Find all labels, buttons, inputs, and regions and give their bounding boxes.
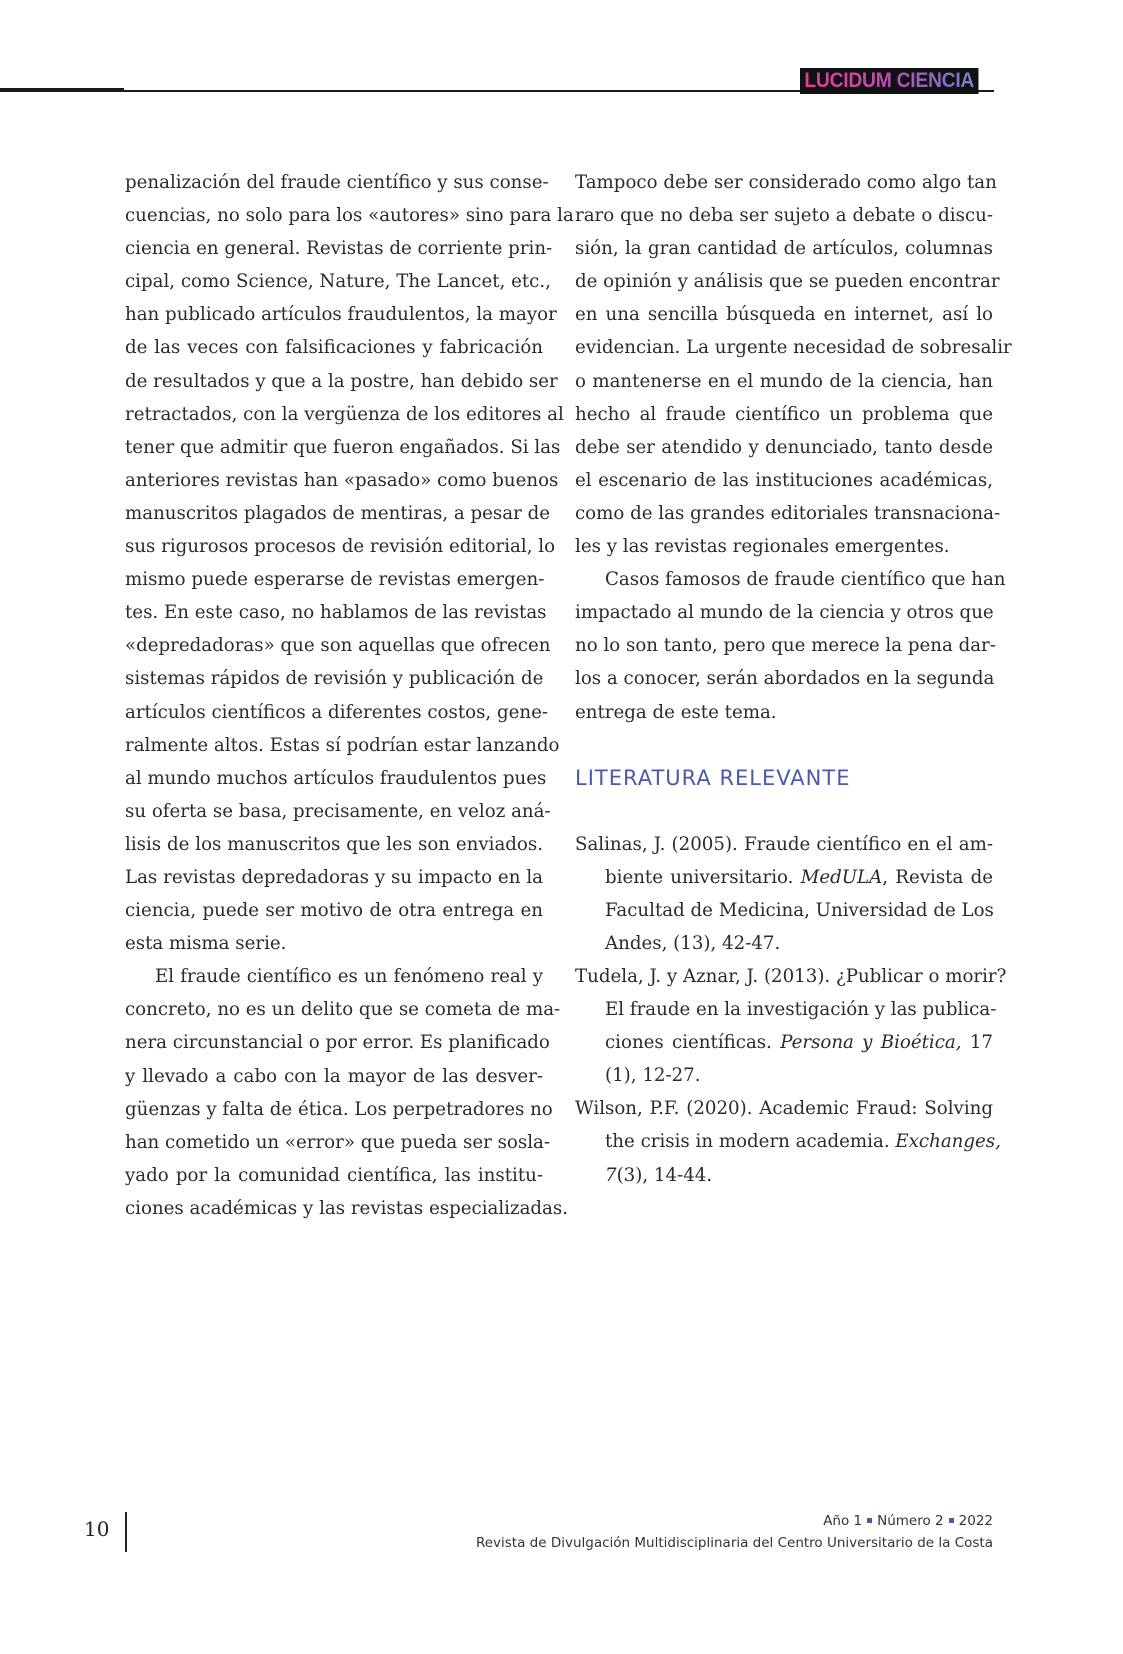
text-line: concreto, no es un delito que se cometa de ma- bbox=[125, 999, 561, 1021]
text-line: cuencias, no solo para los «autores» sino para la bbox=[125, 205, 574, 227]
text-line: El fraude científico es un fenómeno real y bbox=[155, 966, 543, 988]
reference-wilson bbox=[575, 1092, 1001, 1191]
reference-salinas bbox=[575, 828, 993, 960]
text-line: impactado al mundo de la ciencia y otros que bbox=[575, 602, 994, 624]
text-line: les y las revistas regionales emergentes. bbox=[575, 536, 950, 558]
text-line: manuscritos plagados de mentiras, a pesar de bbox=[125, 502, 550, 524]
issue-label: Número 2 bbox=[877, 1513, 944, 1529]
reference-line: Tudela, J. y Aznar, J. (2013). ¿Publicar o morir? bbox=[575, 965, 1007, 987]
text-line: han publicado artículos fraudulentos, la mayor bbox=[125, 304, 557, 326]
journal-name: Revista de Divulgación Multidisciplinaria del Centro Universitario de la Costa bbox=[475, 1535, 993, 1551]
text-line: «depredadoras» que son aquellas que ofrecen bbox=[125, 635, 551, 657]
text-line: sistemas rápidos de revisión y publicación de bbox=[125, 668, 544, 690]
text-line: ciencia, puede ser motivo de otra entrega en bbox=[125, 900, 543, 922]
text-line: debe ser atendido y denunciado, tanto desde bbox=[575, 436, 993, 458]
text-line: ralmente altos. Estas sí podrían estar lanzando bbox=[125, 734, 560, 756]
text-line: nera circunstancial o por error. Es planificado bbox=[125, 1032, 550, 1054]
text-line: cipal, como Science, Nature, The Lancet, etc., bbox=[125, 271, 551, 293]
text-line: los a conocer, serán abordados en la segunda bbox=[575, 668, 995, 690]
text-line: como de las grandes editoriales transnaciona- bbox=[575, 502, 1001, 524]
text-line: han cometido un «error» que pueda ser sosla- bbox=[125, 1131, 551, 1153]
journal-title: Persona y Bioética, bbox=[780, 1032, 962, 1054]
text-line: penalización del fraude científico y sus conse- bbox=[125, 172, 549, 193]
paragraph-4 bbox=[575, 563, 1006, 728]
reference-line: Andes, (13), 42-47. bbox=[605, 932, 781, 954]
reference-line: (1), 12-27. bbox=[605, 1065, 701, 1087]
text-line: retractados, con la vergüenza de los editores al bbox=[125, 403, 564, 425]
text-line: su oferta se basa, precisamente, en veloz aná- bbox=[125, 800, 551, 822]
journal-brand-banner bbox=[800, 68, 978, 94]
reference-line: the crisis in modern academia. Exchanges, bbox=[605, 1131, 1001, 1153]
text-line: mismo puede esperarse de revistas emergen- bbox=[125, 569, 545, 591]
square-bullet-icon bbox=[949, 1518, 954, 1523]
text-line: anteriores revistas han «pasado» como buenos bbox=[125, 469, 559, 491]
reference-line: Salinas, J. (2005). Fraude científico en el am- bbox=[575, 833, 993, 855]
text-line: lisis de los manuscritos que les son enviados. bbox=[125, 833, 543, 855]
text-line: Las revistas depredadoras y su impacto en la bbox=[125, 866, 543, 888]
issue-year: 2022 bbox=[958, 1513, 993, 1529]
text-line: raro que no deba ser sujeto a debate o discu- bbox=[575, 205, 993, 227]
reference-line: ciones científicas. Persona y Bioética, 17 bbox=[605, 1032, 993, 1054]
reference-line: El fraude en la investigación y las publica- bbox=[605, 999, 997, 1021]
journal-brand-text: LUCIDUM CIENCIA bbox=[804, 69, 975, 92]
text-line: evidencian. La urgente necesidad de sobresalir bbox=[575, 337, 1012, 359]
year-label: Año 1 bbox=[823, 1513, 863, 1529]
journal-title: Exchanges, bbox=[895, 1131, 1001, 1153]
text-line: de opinión y análisis que se pueden encontrar bbox=[575, 271, 1000, 293]
text-line: o mantenerse en el mundo de la ciencia, han bbox=[575, 370, 993, 392]
header-rule-thick bbox=[0, 88, 124, 92]
volume-number: 7 bbox=[605, 1164, 617, 1186]
text-line: Casos famosos de fraude científico que han bbox=[605, 569, 1006, 591]
text-line: al mundo muchos artículos fraudulentos pues bbox=[125, 767, 547, 789]
reference-line: Facultad de Medicina, Universidad de Los bbox=[605, 899, 994, 921]
text-line: de las veces con falsificaciones y fabricación bbox=[125, 337, 543, 359]
text-line: Tampoco debe ser considerado como algo tan bbox=[575, 172, 997, 193]
issue-info bbox=[476, 1510, 993, 1532]
text-line: artículos científicos a diferentes costos, gene- bbox=[125, 701, 549, 723]
text-line: esta misma serie. bbox=[125, 933, 287, 955]
journal-title: MedULA bbox=[800, 866, 883, 888]
reference-line: Wilson, P.F. (2020). Academic Fraud: Solving bbox=[575, 1098, 993, 1120]
text-line: y llevado a cabo con la mayor de las desver- bbox=[125, 1065, 543, 1087]
text-line: güenzas y falta de ética. Los perpetradores no bbox=[125, 1098, 553, 1120]
text-line: no lo son tanto, pero que merece la pena dar- bbox=[575, 635, 996, 657]
text-line: ciencia en general. Revistas de corriente prin- bbox=[125, 238, 553, 260]
page-number: 10 bbox=[84, 1517, 110, 1541]
reference-line: 7(3), 14-44. bbox=[605, 1164, 713, 1186]
text-line: en una sencilla búsqueda en internet, así lo bbox=[575, 304, 993, 326]
text-line: tes. En este caso, no hablamos de las revistas bbox=[125, 602, 547, 624]
square-bullet-icon bbox=[867, 1518, 872, 1523]
reference-line: biente universitario. MedULA, Revista de bbox=[605, 866, 993, 888]
footer-meta bbox=[476, 1510, 993, 1554]
text-line: sión, la gran cantidad de artículos, columnas bbox=[575, 238, 993, 260]
paragraph-2 bbox=[125, 960, 569, 1225]
section-heading-literatura: LITERATURA RELEVANTE bbox=[575, 765, 851, 790]
text-line: el escenario de las instituciones académicas, bbox=[575, 469, 993, 491]
text-line: de resultados y que a la postre, han debido ser bbox=[125, 370, 558, 392]
text-line: sus rigurosos procesos de revisión editorial, lo bbox=[125, 536, 556, 558]
text-line: ciones académicas y las revistas especializadas. bbox=[125, 1197, 569, 1219]
text-line: entrega de este tema. bbox=[575, 701, 777, 723]
paragraph-1 bbox=[125, 166, 574, 960]
text-line: yado por la comunidad científica, las institu- bbox=[125, 1164, 543, 1186]
text-line: hecho al fraude científico un problema que bbox=[575, 403, 993, 425]
right-column bbox=[575, 166, 1012, 1192]
reference-tudela bbox=[575, 960, 1007, 1092]
text-line: tener que admitir que fueron engañados. Si las bbox=[125, 436, 561, 458]
paragraph-3 bbox=[575, 166, 1012, 563]
left-column bbox=[125, 166, 574, 1225]
footer-divider bbox=[125, 1512, 127, 1552]
